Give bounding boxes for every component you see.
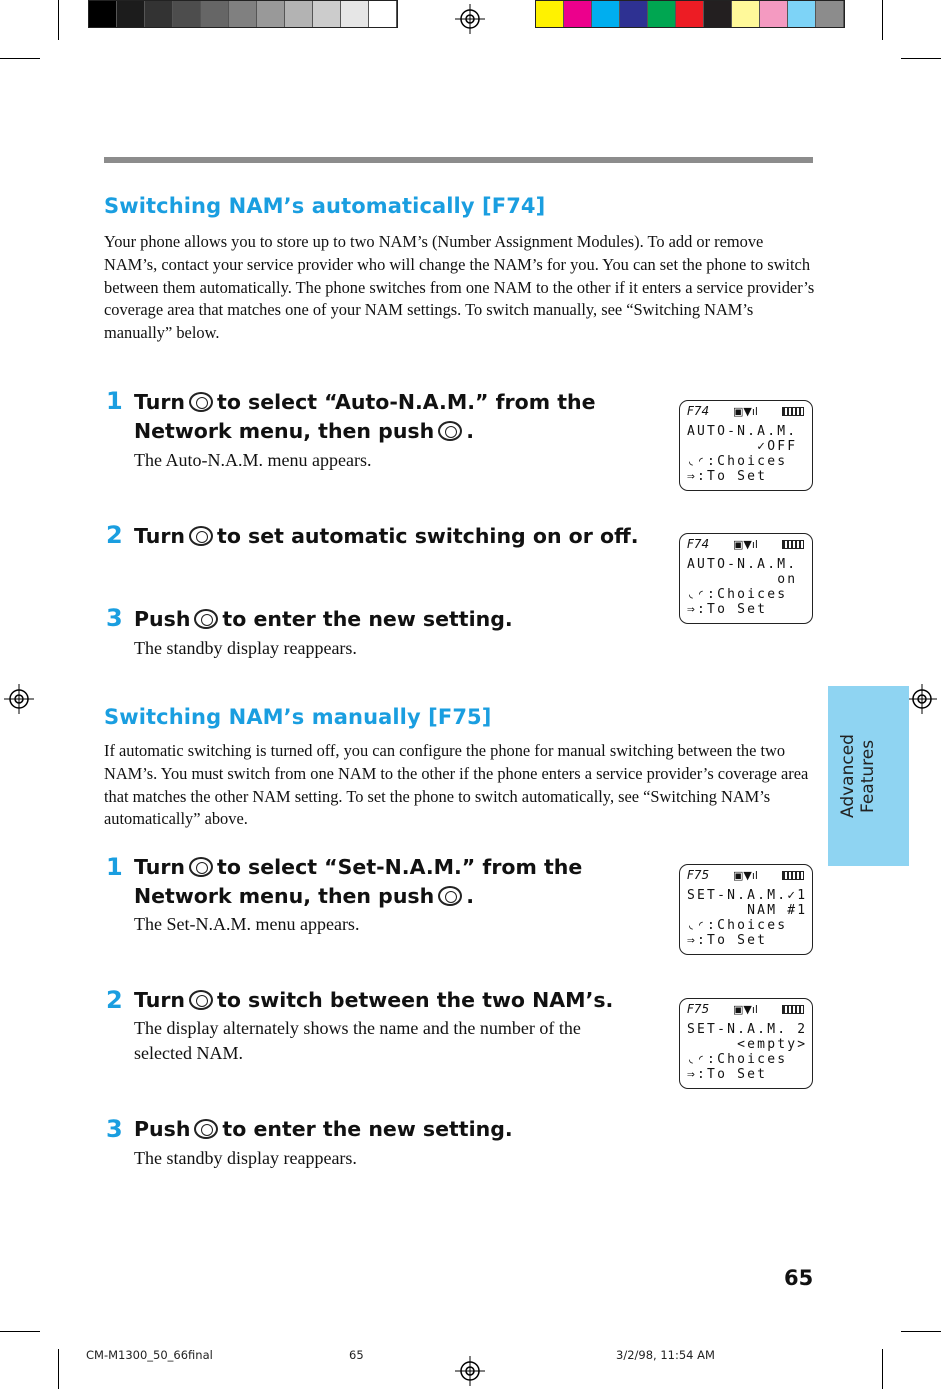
crop-mark bbox=[882, 0, 883, 40]
jog-dial-icon bbox=[189, 526, 213, 546]
step-verb: Push bbox=[134, 607, 191, 631]
section-title: Switching NAM’s manually [F75] bbox=[104, 705, 492, 729]
section-intro: Your phone allows you to store up to two NAM’s (Number Assignment Modules). To add or remove NAM’s, contact your service provider who will change the NAM’s for you. You can set the phone to switch between them automatically. The phone switches from one NAM to the other if it enters a service provider’s coverage area that matches one of your NAM settings. To switch manually, see “Switching NAM’s manually” below. bbox=[104, 232, 815, 343]
color-swatch bbox=[592, 1, 620, 27]
lcd-line: NAM #1 bbox=[687, 903, 808, 918]
battery-icon bbox=[782, 407, 804, 416]
gray-swatch bbox=[89, 1, 117, 27]
gray-swatch bbox=[201, 1, 229, 27]
step-verb: Turn bbox=[134, 524, 186, 548]
step-number: 1 bbox=[106, 387, 123, 415]
step-number: 2 bbox=[106, 986, 123, 1014]
header-rule bbox=[104, 157, 813, 163]
step-end: . bbox=[466, 419, 475, 443]
chapter-tab-label bbox=[830, 686, 908, 866]
step-result: The standby display reappears. bbox=[134, 1148, 357, 1168]
lcd-line: ✓OFF bbox=[687, 439, 798, 454]
step-instruction bbox=[134, 522, 654, 551]
lcd-line: ⇒:To Set bbox=[687, 602, 768, 617]
signal-icon: ▣▼ıl bbox=[733, 869, 758, 882]
lcd-line: AUTO-N.A.M. bbox=[687, 557, 798, 572]
registration-mark-icon bbox=[455, 1356, 485, 1386]
crop-mark bbox=[901, 1331, 941, 1332]
jog-dial-icon bbox=[189, 990, 213, 1010]
function-code: F74 bbox=[687, 404, 710, 418]
footer-file: CM-M1300_50_66final bbox=[86, 1348, 213, 1362]
jog-dial-push-icon bbox=[438, 886, 462, 906]
color-swatch bbox=[536, 1, 564, 27]
crop-mark bbox=[58, 0, 59, 40]
color-swatch bbox=[816, 1, 844, 27]
step-verb: Turn bbox=[134, 855, 186, 879]
jog-dial-icon bbox=[189, 857, 213, 877]
gray-swatch bbox=[229, 1, 257, 27]
signal-icon: ▣▼ıl bbox=[733, 1003, 758, 1016]
section-intro: If automatic switching is turned off, you can configure the phone for manual switching between the two NAM’s. You must switch from one NAM to the other if the phone enters a service provider’s coverage area that matches the other NAM setting. To set the phone to switch automatically, see “Switching NAM’s automatically” above. bbox=[104, 741, 809, 829]
lcd-line: on bbox=[687, 572, 798, 587]
gray-swatch bbox=[285, 1, 313, 27]
gray-swatch bbox=[117, 1, 145, 27]
color-swatch bbox=[788, 1, 816, 27]
step-end: . bbox=[466, 884, 475, 908]
registration-mark-icon bbox=[4, 684, 34, 714]
section-title: Switching NAM’s automatically [F74] bbox=[104, 194, 546, 218]
tab-line: Features bbox=[858, 739, 878, 813]
step-result: The Set-N.A.M. menu appears. bbox=[134, 914, 360, 934]
color-swatch bbox=[732, 1, 760, 27]
registration-mark-icon bbox=[907, 684, 937, 714]
crop-mark bbox=[0, 58, 40, 59]
jog-dial-icon bbox=[189, 392, 213, 412]
step-action: to switch between the two NAM’s. bbox=[217, 988, 614, 1012]
step-instruction bbox=[134, 1115, 654, 1144]
signal-icon: ▣▼ıl bbox=[733, 538, 758, 551]
lcd-line: ◟◜:Choices bbox=[687, 454, 788, 469]
step-action: to enter the new setting. bbox=[222, 607, 513, 631]
footer-page: 65 bbox=[349, 1348, 364, 1362]
page-number: 65 bbox=[784, 1266, 814, 1290]
lcd-line: SET-N.A.M. 2 bbox=[687, 1022, 808, 1037]
step-verb: Turn bbox=[134, 390, 186, 414]
lcd-line: ⇒:To Set bbox=[687, 933, 768, 948]
jog-dial-push-icon bbox=[194, 1119, 218, 1139]
step-instruction bbox=[134, 388, 654, 446]
step-instruction bbox=[134, 986, 674, 1015]
step-number: 3 bbox=[106, 604, 123, 632]
color-swatch bbox=[648, 1, 676, 27]
step-result: The standby display reappears. bbox=[134, 638, 357, 658]
gray-swatch bbox=[341, 1, 369, 27]
step-instruction bbox=[134, 605, 654, 634]
lcd-line: ◟◜:Choices bbox=[687, 918, 788, 933]
lcd-line: ◟◜:Choices bbox=[687, 587, 788, 602]
step-verb: Turn bbox=[134, 988, 186, 1012]
jog-dial-push-icon bbox=[438, 421, 462, 441]
jog-dial-push-icon bbox=[194, 609, 218, 629]
lcd-display bbox=[679, 998, 813, 1089]
step-action: to select “Auto-N.A.M.” from the Network menu, then push bbox=[134, 390, 596, 443]
color-swatch bbox=[704, 1, 732, 27]
footer-date: 3/2/98, 11:54 AM bbox=[616, 1348, 715, 1362]
lcd-display bbox=[679, 864, 813, 955]
signal-icon: ▣▼ıl bbox=[733, 405, 758, 418]
battery-icon bbox=[782, 540, 804, 549]
gray-swatch bbox=[257, 1, 285, 27]
color-swatch bbox=[760, 1, 788, 27]
lcd-line: <empty> bbox=[687, 1037, 808, 1052]
step-result: The Auto-N.A.M. menu appears. bbox=[134, 450, 372, 470]
gray-swatch bbox=[145, 1, 173, 27]
gray-swatch bbox=[173, 1, 201, 27]
battery-icon bbox=[782, 1005, 804, 1014]
crop-mark bbox=[882, 1349, 883, 1389]
gray-swatch bbox=[369, 1, 397, 27]
function-code: F75 bbox=[687, 868, 710, 882]
crop-mark bbox=[58, 1349, 59, 1389]
crop-mark bbox=[901, 58, 941, 59]
lcd-display bbox=[679, 400, 813, 491]
function-code: F74 bbox=[687, 537, 710, 551]
color-swatch bbox=[564, 1, 592, 27]
grayscale-bar bbox=[88, 0, 398, 28]
lcd-line: ⇒:To Set bbox=[687, 469, 768, 484]
step-number: 3 bbox=[106, 1115, 123, 1143]
crop-mark bbox=[0, 1331, 40, 1332]
battery-icon bbox=[782, 871, 804, 880]
color-swatch bbox=[620, 1, 648, 27]
color-bar bbox=[535, 0, 845, 28]
step-number: 2 bbox=[106, 521, 123, 549]
step-verb: Push bbox=[134, 1117, 191, 1141]
step-action: to select “Set-N.A.M.” from the Network menu, then push bbox=[134, 855, 583, 908]
lcd-line: SET-N.A.M.✓1 bbox=[687, 888, 808, 903]
tab-line: Advanced bbox=[838, 734, 858, 818]
lcd-line: ⇒:To Set bbox=[687, 1067, 768, 1082]
step-action: to set automatic switching on or off. bbox=[217, 524, 639, 548]
function-code: F75 bbox=[687, 1002, 710, 1016]
gray-swatch bbox=[313, 1, 341, 27]
registration-mark-icon bbox=[455, 4, 485, 34]
lcd-line: ◟◜:Choices bbox=[687, 1052, 788, 1067]
step-number: 1 bbox=[106, 853, 123, 881]
color-swatch bbox=[676, 1, 704, 27]
step-result: The display alternately shows the name and the number of the selected NAM. bbox=[134, 1018, 581, 1063]
lcd-line: AUTO-N.A.M. bbox=[687, 424, 798, 439]
lcd-display bbox=[679, 533, 813, 624]
step-instruction bbox=[134, 853, 654, 911]
step-action: to enter the new setting. bbox=[222, 1117, 513, 1141]
